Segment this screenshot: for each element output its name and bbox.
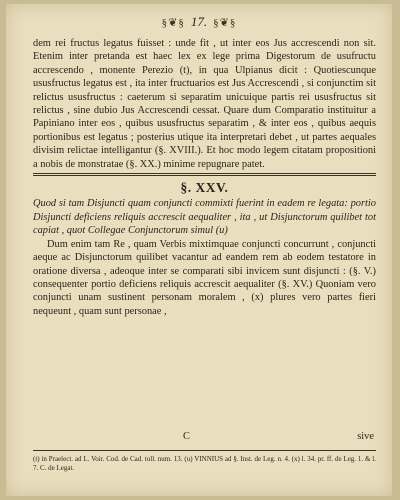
header-ornament-left: §❦§ bbox=[161, 16, 185, 29]
book-page bbox=[6, 4, 392, 496]
footnote-text: (t) in Praelect. ad L. Voir. Cod. de Cad. toll. num. 13. (u) VINNIUS ad §. Inst. de Leg. n. 4. (x) l. 34. pr. ff. de Leg. 1. & l. 7. C. de Legat. bbox=[33, 455, 376, 472]
body-text bbox=[33, 37, 376, 318]
catchword: sive bbox=[357, 431, 374, 442]
page-header bbox=[6, 14, 392, 30]
page-number: 17. bbox=[190, 14, 208, 29]
section-heading: §. XXV. bbox=[180, 180, 229, 196]
signature-mark: C bbox=[183, 431, 190, 442]
header-ornament-right: §❦§ bbox=[213, 16, 237, 29]
section-rule bbox=[33, 173, 376, 176]
section-statement: Quod si tam Disjuncti quam conjuncti commixti fuerint in eadem re legata: portio Disjuncti deficiens reliquis accrescit aequaliter , ita , ut Disjunctorum quilibet tot capiat , quot Collegae Conjunctorum simul (u) bbox=[33, 198, 376, 237]
footnote-divider bbox=[33, 450, 376, 451]
paragraph-1: dem rei fructus legatus fuisset : unde fit , ut inter eos Jus accrescendi non sit. Etenim inter pretanda est haec lex ex lege prima Digestorum de usufructu accrescendo , monente Perezio (t), in qua Ulpianus dicit : Quotiescunque ususfructus legatus est , ita inter fructuarios est Jus Accrescendi , si conjunctim sit relictus ususfructus : caeterum si separatim unicuique partis rei ususfructus sit relictus , sine dubio Jus Accrescendi cessat. Quare dum Comparatio instituitur a Papiniano inter eos , quibus ususfructus separatim , & inter eos , quibus aequis portionibus est legatus ; posterius utique ita interpretari debet , ut partes aequales divisim relictae intelligantur (§. XVIII.). Et hoc modo legem citatam propositioni a nobis de monstratae (§. XX.) minime repugnare patet. bbox=[33, 38, 376, 170]
paragraph-2: Dum enim tam Re , quam Verbis mixtimquae conjuncti concurrunt , conjuncti aeque ac Disjunctorum quilibet vacantur ad eandem rem ab eodem testatore in oratione diversa , adeoque inter se comparati sibi invicem sunt disjuncti : (§. V.) consequenter portio deficiens reliquis accrescit aequaliter (§. XV.) Quoniam vero conjuncti unam sustinent personam moralem , (x) plures vero partes fieri nequeunt , quam sunt personae , bbox=[33, 238, 376, 317]
footnotes bbox=[33, 455, 376, 473]
